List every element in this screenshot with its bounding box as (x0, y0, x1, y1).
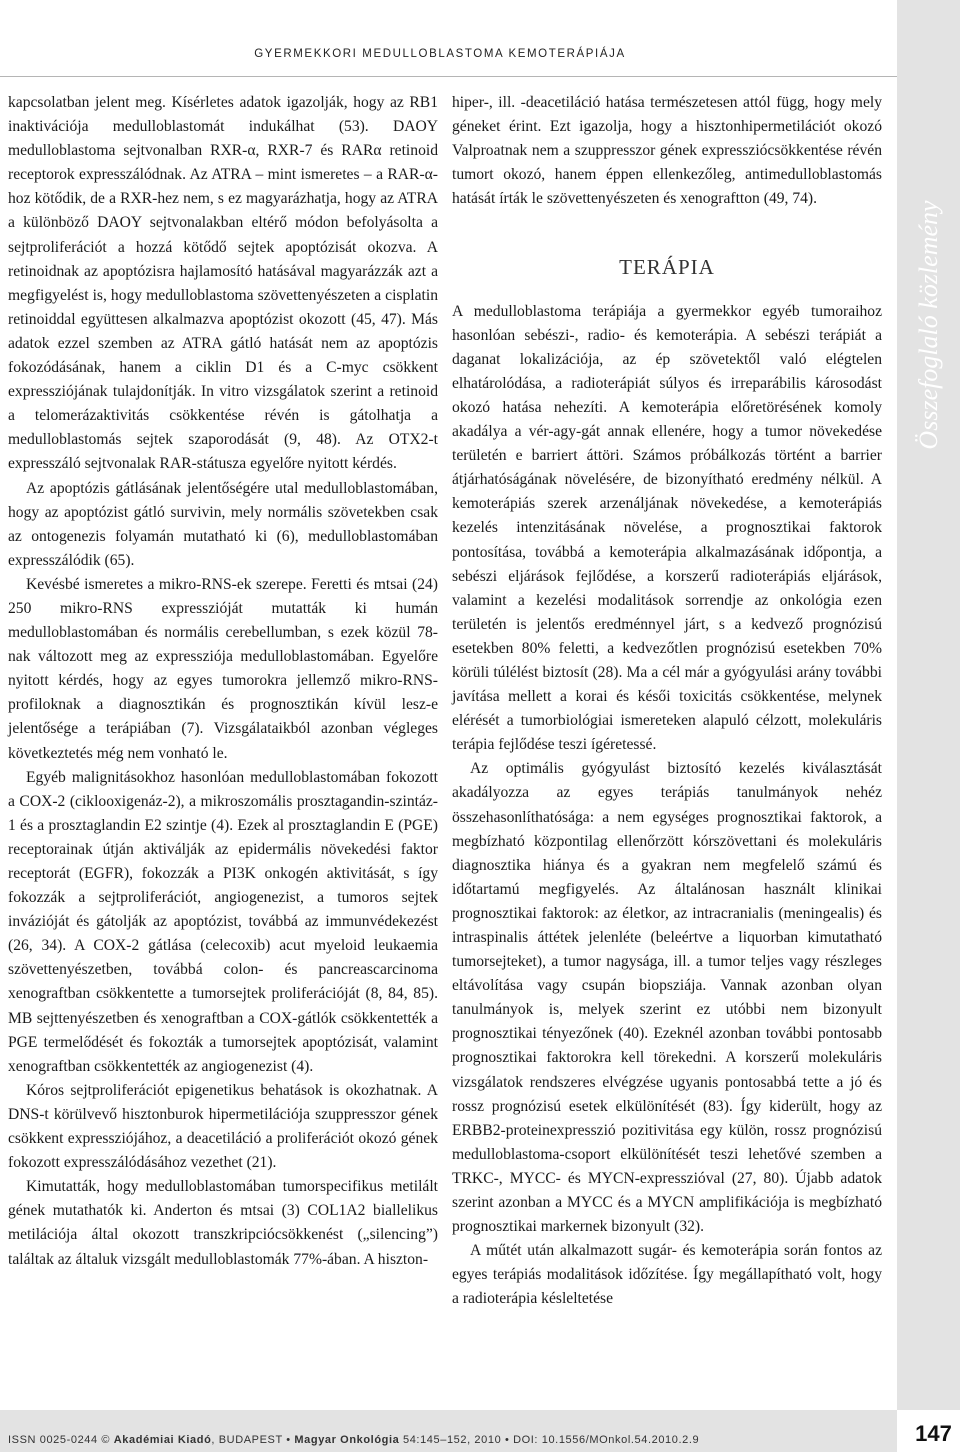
page-number: 147 (915, 1421, 952, 1446)
right-column (452, 91, 882, 1312)
footer-citation-numbers: 54:145–152, 2010 (403, 1434, 502, 1446)
footer-publisher-city: , BUDAPEST (211, 1434, 283, 1446)
section-heading: TERÁPIA (619, 255, 715, 280)
footer-journal: Magyar Onkológia (294, 1434, 400, 1446)
paragraph: kapcsolatban jelent meg. Kísérletes adatok igazolják, hogy az RB1 inaktivációja medulloblastomát indukálhat (53). DAOY medulloblastoma sejtvonalban RXR-α, RXR-7 és RARα retinoid receptorok expresszálódnak. Az ATRA – mint ismeretes – a RAR-α-hoz kötődik, de a RXR-hez nem, s ez magyarázhatja, hogy az ATRA a különböző DAOY sejtvonalakban eltérő módon befolyásolta a sejtproliferációt a hozzá kötődő sejtek apoptózisát okozva. A retinoidnak az apoptózisra hajlamosító hatásával magyarázzák azt a megfigyelést is, hogy medulloblastoma szövettenyészeten a cisplatin retinoiddal együttesen alkalmazva apoptózist okozott (45, 47). Más adatok ezzel szemben az ATRA gátló hatását nem az apoptózis fokozódásának, hanem a ciklin D1 és a C-myc csökkent expressziójának tulajdonítják. In vitro vizsgálatok szerint a retinoid a telomerázaktivitás csökkentése révén is gátolhatja a medulloblastomás sejtek szaporodását (9, 48). Az OTX2-t expresszáló sejtvonalak RAR-státusza egyelőre nyitott kérdés. (8, 94, 438, 473)
paragraph: Az optimális gyógyulást biztosító kezelés kiválasztását akadályozza az egyes terápiás tanulmányok nehéz összehasonlíthatósága: a nem egységes prognosztikai faktorok, a megbízható központilag ellenőrzött kórszövettani és molekuláris diagnosztika hiánya és a gyakran nem megfelelő számú és időtartamú megfigyelés. Az általánosan használt klinikai prognosztikai faktorok: az életkor, az intracranialis (meningealis) és intraspinalis áttétek jelenléte (beleértve a liquorban kimutatható tumorsejteket), a tumor nagysága, ill. a tumor teljes vagy részleges eltávolítása vagy csupán biopsziája. Vannak azonban olyan tanulmányok is, melyek szerint ez utóbbi nem bizonyult prognosztikai tényezőnek (40). Ezeknél azonban további pontosabb prognosztikai faktorokra kell törekedni. A korszerű molekuláris vizsgálatok rendszeres elvégzése ugyanis pontosabbá tette a jó és rossz prognózisú esetek elkülönítését (83). Így kiderült, hogy az ERBB2-proteinexpresszió pozitivitása egy külön, rossz prognózisú medulloblastoma-csoport elkülönítését teszi lehetővé szemben a TRKC-, MYCC- és MYCN-expresszióval (27, 80). Újabb adatok szerint azonban a MYCC és a MYCN amplifikációja is megbízható prognosztikai markernek bizonyult (32). (452, 760, 882, 1236)
article-type-label: Összefoglaló közlemény (914, 200, 943, 450)
paragraph: hiper-, ill. -deacetiláció hatása természetesen attól függ, hogy mely géneket érint. Ezt igazolja, hogy a hisztonhipermetilációt okozó Valproatnak nem a szuppresszor gének expressziócsökkentése révén tumort okozó, hanem éppen ellenkezőleg, antimedulloblastomás hatását írták le szövettenyészeten és xenograftton (49, 74). (452, 94, 882, 208)
paragraph: Kimutatták, hogy medulloblastomában tumorspecifikus metilált gének mutathatók ki. Anderton és mtsai (3) COL1A2 biallelikus metilációja által okozott transzkripciócsökkenést („silencing”) találtak az általuk vizsgált medulloblastomák 77%-ában. A hiszton- (8, 1178, 438, 1268)
paragraph: Egyéb malignitásokhoz hasonlóan medulloblastomában fokozott a COX-2 (ciklooxigenáz-2), a mikroszomális prosztagandin-szintáz-1 és a prosztaglandin E2 szintje (4). Ezek al prosztaglandin E (PGE) receptorainak útján aktiválják az epidermális növekedési faktor receptorát (EGFR), fokozzák a PI3K onkogén aktivitását, s így fokozzák a sejtproliferációt, angiogenezist, a tumoros sejtek invázióját és gátolják az apoptózist, továbbá az immunvédekezést (26, 34). A COX-2 gátlása (celecoxib) acut myeloid leukaemia szövettenyészetben, továbbá colon- és pancreascarcinoma xenograftban csökkentette a tumorsejtek proliferációját (8, 84, 85). MB sejttenyészetben és xenograftban a COX-gátlók csökkentették a PGE termelődését és fokozták a tumorsejtek apoptózisát, valamint xenograftban csökkentették az angiogenezist (4). (8, 768, 438, 1075)
paragraph: Kóros sejtproliferációt epigenetikus behatások is okozhatnak. A DNS-t körülvevő hisztonburok hipermetilációja szuppresszor gének csökkent expressziójához, a deacetiláció a proliferációt okozó gének fokozott expresszálódásához vezethet (21). (8, 1081, 438, 1172)
paragraph: A medulloblastoma terápiája a gyermekkor egyéb tumoraihoz hasonlóan sebészi-, radio- és kemoterápia. A sebészi terápiát a daganat lokalizációja, az ép szövetektől való elégtelen elhatárolódása, a radioterápiát súlyos és irreparábilis károsodást okozó hatása nehezíti. A kemoterápia előretörésének komoly akadálya a vér-agy-gát annak ellenére, hogy a tumor növekedése területén e barriert áttöri. Számos próbálkozás történt a barrier átjárhatóságának növelésére, de bizonyítható eredmény nélkül. A kemoterápiás szerek arzenáljának növekedése, a kemoterápiás kezelés intenzitásának növelése, a prognosztikai faktorok pontosítása, továbbá a kemoterápia alkalmazásának időpontja, a sebészi eljárások fejlődése, a korszerű radioterápiás eljárások, valamint a kezelési modalitások sorrendje az onkológia ezen területén is jelentős eredménnyel járt, s a kedvező prognózisú esetekben 80% feletti, a kedvezőtlen prognózisú esetekben 70% körüli túlélést biztosít (28). Ma a cél már a gyógyulási arány további javítása mellett a korai és késői toxicitás csökkentése, melynek elérését a tumorbiológiai ismereteken alapuló célzott, molekuláris terápia fejlődése teszi ígéretessé. (452, 302, 882, 754)
header-rule (0, 76, 897, 77)
footer-doi: DOI: 10.1556/MOnkol.54.2010.2.9 (513, 1434, 700, 1446)
paragraph: Az apoptózis gátlásának jelentőségére utal medulloblastomában, hogy az apoptózist gátló survivin, mely normális szövetekben csak az ontogenezis folyamán mutatható ki (6), medulloblastomában expresszálódik (65). (8, 479, 438, 569)
running-head: GYERMEKKORI MEDULLOBLASTOMA KEMOTERÁPIÁJA (254, 48, 626, 60)
footer-separator: • (286, 1434, 291, 1446)
footer-copyright-sign: © (101, 1434, 111, 1446)
left-column (8, 91, 438, 1272)
paragraph: A műtét után alkalmazott sugár- és kemoterápia során fontos az egyes terápiás modalitások időzítése. Így megállapítható volt, hogy a radioterápia késleltetése (452, 1242, 882, 1308)
paragraph: Kevésbé ismeretes a mikro-RNS-ek szerepe. Feretti és mtsai (24) 250 mikro-RNS expresszióját mutatták ki humán medulloblastomában és normális cerebellumban, s ezek közül 78-nak változott meg az expressziója medulloblastomában. Egyelőre nyitott kérdés, hogy az egyes tumorokra jellemző mikro-RNS-profiloknak a diagnosztikán és prognosztikán kívül lesz-e jelentősége a terápiában (7). Vizsgálataikból azonban végleges következtetés még nem vonható le. (8, 575, 438, 762)
footer-publisher: Akadémiai Kiadó (113, 1434, 212, 1446)
footer-citation (8, 1434, 699, 1446)
footer-separator: • (504, 1434, 510, 1446)
footer-issn: ISSN 0025-0244 (8, 1434, 98, 1446)
